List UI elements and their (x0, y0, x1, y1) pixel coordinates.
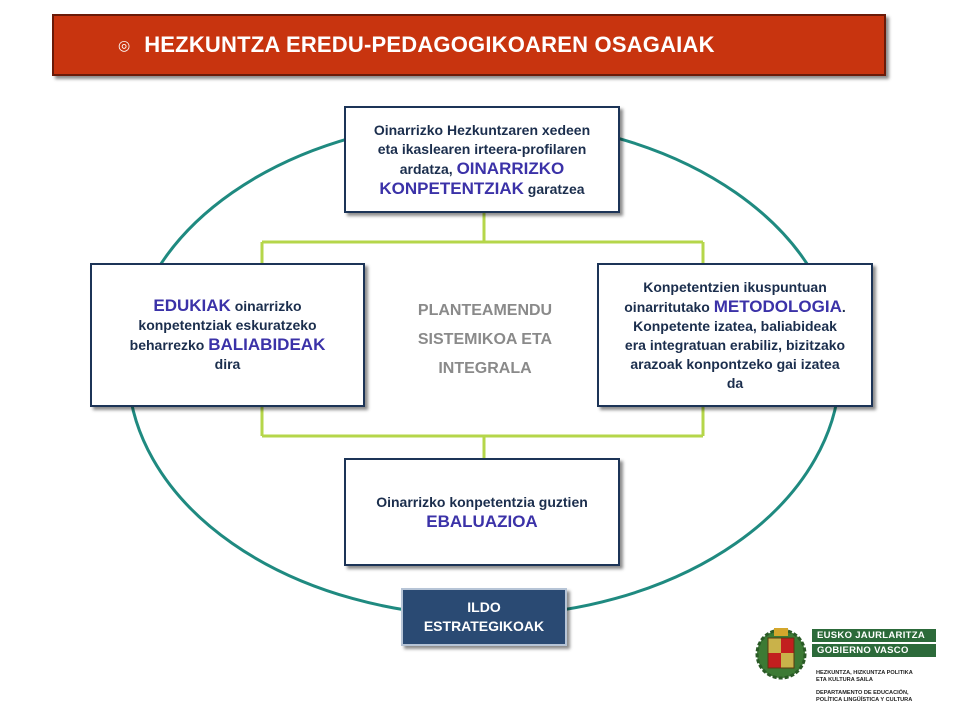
page-title: HEZKUNTZA EREDU-PEDAGOGIKOAREN OSAGAIAK (144, 32, 715, 57)
goal-highlight-1: OINARRIZKO (456, 158, 565, 178)
method-text-2-end: . (841, 298, 846, 315)
logo-sub1-line1: HEZKUNTZA, HIZKUNTZA POLITIKA (816, 670, 913, 676)
logo-bar-spanish: GOBIERNO VASCO (812, 644, 936, 657)
methodology-box (597, 263, 873, 407)
method-highlight-1: METODOLOGIA (713, 296, 842, 316)
method-text-2: oinarritutako (624, 298, 710, 315)
content-highlight-2: BALIABIDEAK (208, 335, 326, 354)
goal-text-4: garatzea (527, 180, 585, 197)
content-box (90, 263, 365, 407)
eval-text-1: Oinarrizko konpetentzia guztien (376, 493, 588, 510)
goal-highlight-2: KONPETENTZIAK (379, 178, 524, 198)
logo-bar-basque: EUSKO JAURLARITZA (812, 629, 936, 642)
logo-department-basque (816, 670, 938, 684)
content-text-4: dira (214, 356, 241, 372)
strategic-lines-box (401, 588, 567, 646)
government-logo (754, 620, 938, 710)
method-text-5: arazoak konpontzeko gai izatea (630, 355, 840, 372)
center-line-2: SISTEMIKOA ETA (417, 331, 553, 348)
logo-department-spanish (816, 690, 938, 704)
logo-sub1-line2: ETA KULTURA SAILA (816, 677, 873, 683)
ildo-line-2: ESTRATEGIKOAK (423, 618, 545, 634)
center-label (380, 296, 590, 383)
center-line-3: INTEGRALA (438, 360, 532, 377)
evaluation-box (344, 458, 620, 566)
content-text-1: oinarrizko (234, 298, 302, 314)
logo-sub2-line2: POLÍTICA LINGÜÍSTICA Y CULTURA (816, 697, 913, 703)
goal-text-1: Oinarrizko Hezkuntzaren xedeen (373, 121, 591, 138)
ildo-line-1: ILDO (467, 599, 501, 615)
method-text-1: Konpetentzien ikuspuntuan (643, 278, 827, 295)
method-text-3: Konpetente izatea, baliabideak (633, 317, 837, 334)
content-highlight-1: EDUKIAK (153, 296, 231, 315)
goal-text-2: eta ikaslearen irteera-profilaren (377, 140, 587, 157)
center-line-1: PLANTEAMENDU (417, 302, 553, 319)
goal-box (344, 106, 620, 213)
content-text-2: konpetentziak eskuratzeko (138, 317, 317, 333)
title-bullet-icon: ◎ (118, 36, 131, 53)
content-text-3: beharrezko (129, 337, 205, 353)
goal-text-3: ardatza, (399, 160, 453, 177)
coat-of-arms-icon (754, 624, 808, 680)
method-text-4: era integratuan erabiliz, bizitzako (624, 336, 846, 353)
method-text-6: da (726, 374, 744, 391)
eval-highlight-1: EBALUAZIOA (426, 511, 538, 531)
logo-sub2-line1: DEPARTAMENTO DE EDUCACIÓN, (816, 690, 909, 696)
